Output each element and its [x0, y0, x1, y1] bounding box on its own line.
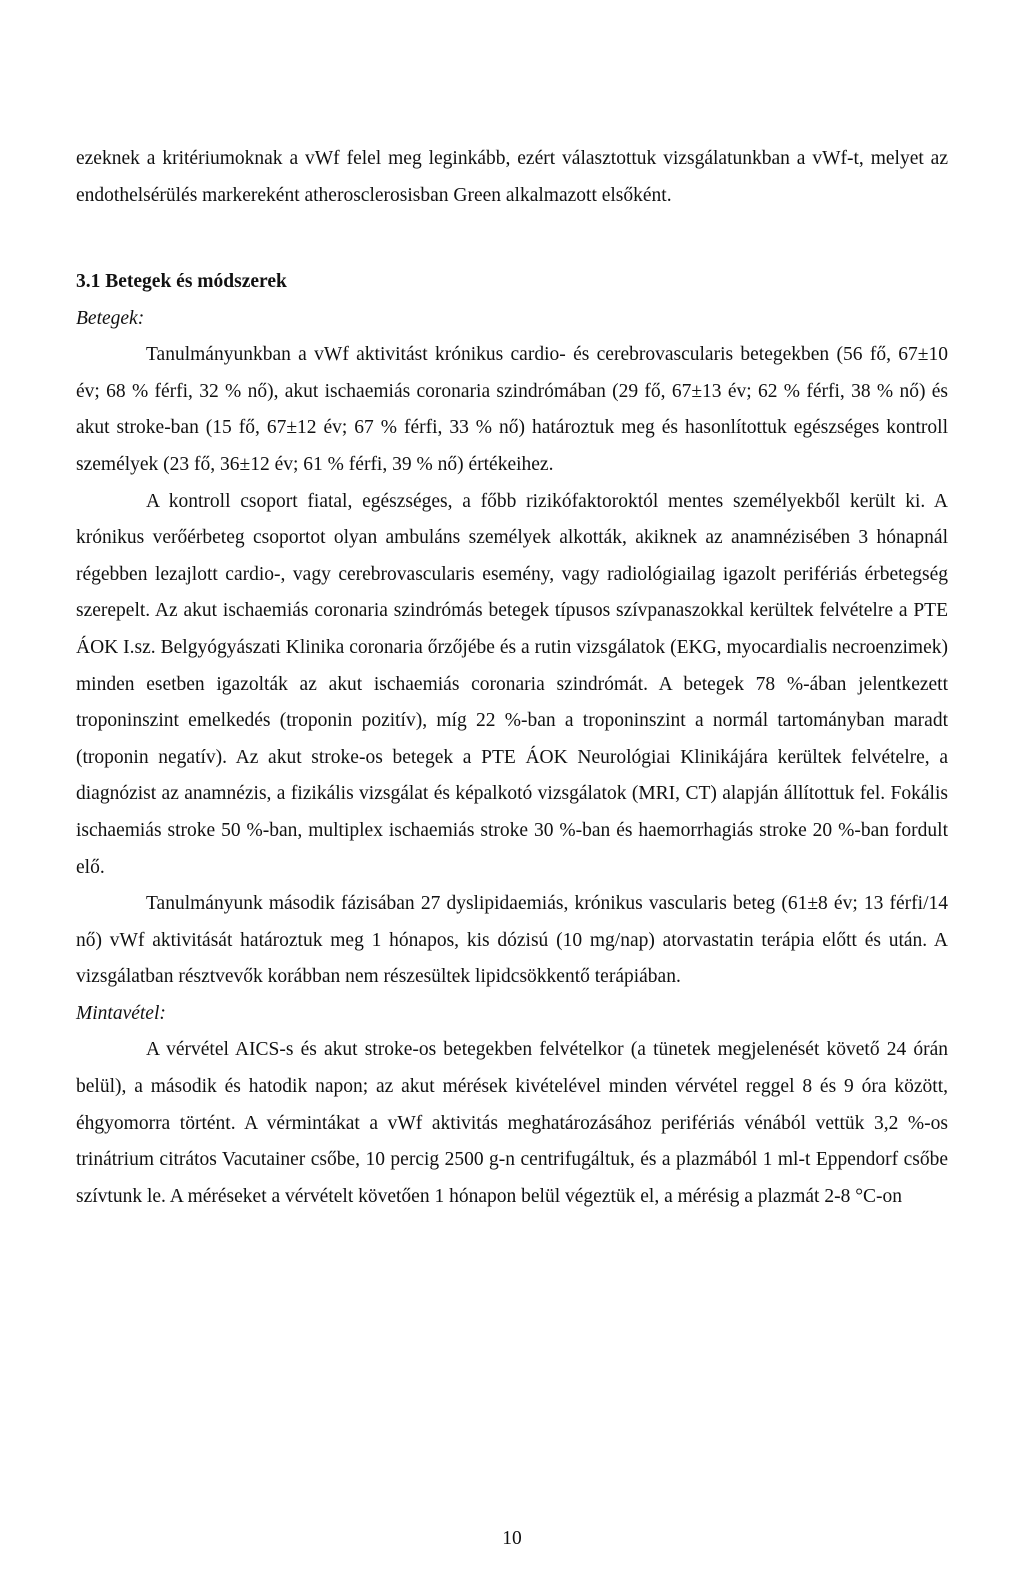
subsection-label-sampling: Mintavétel:: [76, 1002, 166, 1024]
sampling-paragraph: A vérvétel AICS-s és akut stroke-os betegekben felvételkor (a tünetek megjelenését követő 24 órán belül), a második és hatodik napon; az akut mérések kivételével minden vérvétel reggel 8 és 9 óra között, éhgyomorra történt. A vérmintákat a vWf aktivitás meghatározásához perifériás vénából vettük 3,2 %-os trinátrium citrátos Vacutainer csőbe, 10 percig 2500 g-n centrifugáltuk, és a plazmából 1 ml-t Eppendorf csőbe szívtunk le. A méréseket a vérvételt követően 1 hónapon belül végeztük el, a mérésig a plazmát 2-8 °C-on: [76, 1039, 948, 1207]
patients-paragraph-1: Tanulmányunkban a vWf aktivitást krónikus cardio- és cerebrovascularis betegekben (56 fő, 67±10 év; 68 % férfi, 32 % nő), akut ischaemiás coronaria szindrómában (29 fő, 67±13 év; 62 % férfi, 38 % nő) és akut stroke-ban (15 fő, 67±12 év; 67 % férfi, 33 % nő) határoztuk meg és hasonlítottuk egészséges kontroll személyek (23 fő, 36±12 év; 61 % férfi, 39 % nő) értékeihez.: [76, 344, 948, 475]
intro-block: [76, 141, 948, 214]
patients-paragraph-2: A kontroll csoport fiatal, egészséges, a főbb rizikófaktoroktól mentes személyekből került ki. A krónikus verőérbeteg csoportot olyan ambuláns személyek alkották, akiknek az anamnézisében 3 hónapnál régebben lezajlott cardio-, vagy cerebrovascularis esemény, vagy radiológiailag igazolt perifériás érbetegség szerepelt. Az akut ischaemiás coronaria szindrómás betegek típusos szívpanaszokkal kerültek felvételre a PTE ÁOK I.sz. Belgyógyászati Klinika coronaria őrzőjébe és a rutin vizsgálatok (EKG, myocardialis necroenzimek) minden esetben igazolták az akut ischaemiás coronaria szindrómát. A betegek 78 %-ában jelentkezett troponinszint emelkedés (troponin pozitív), míg 22 %-ban a troponinszint a normál tartományban maradt (troponin negatív). Az akut stroke-os betegek a PTE ÁOK Neurológiai Klinikájára kerültek felvételre, a diagnózist az anamnézis, a fizikális vizsgálat és képalkotó vizsgálatok (MRI, CT) alapján állítottuk fel. Fokális ischaemiás stroke 50 %-ban, multiplex ischaemiás stroke 30 %-ban és haemorrhagiás stroke 20 %-ban fordult elő.: [76, 490, 948, 878]
patients-paragraph-3: Tanulmányunk második fázisában 27 dyslipidaemiás, krónikus vascularis beteg (61±8 év; 13 férfi/14 nő) vWf aktivitását határoztuk meg 1 hónapos, kis dózisú (10 mg/nap) atorvastatin terápia előtt és után. A vizsgálatban résztvevők korábban nem részesültek lipidcsökkentő terápiában.: [76, 893, 948, 988]
subsection-label-patients: Betegek:: [76, 307, 145, 329]
section-heading: 3.1 Betegek és módszerek: [76, 271, 287, 292]
page-number: 10: [502, 1528, 522, 1549]
intro-paragraph: ezeknek a kritériumoknak a vWf felel meg leginkább, ezért választottuk vizsgálatunkban a vWf-t, melyet az endothelsérülés markereként atherosclerosisban Green alkalmazott elsőként.: [76, 148, 948, 206]
methods-section: [76, 264, 948, 1215]
